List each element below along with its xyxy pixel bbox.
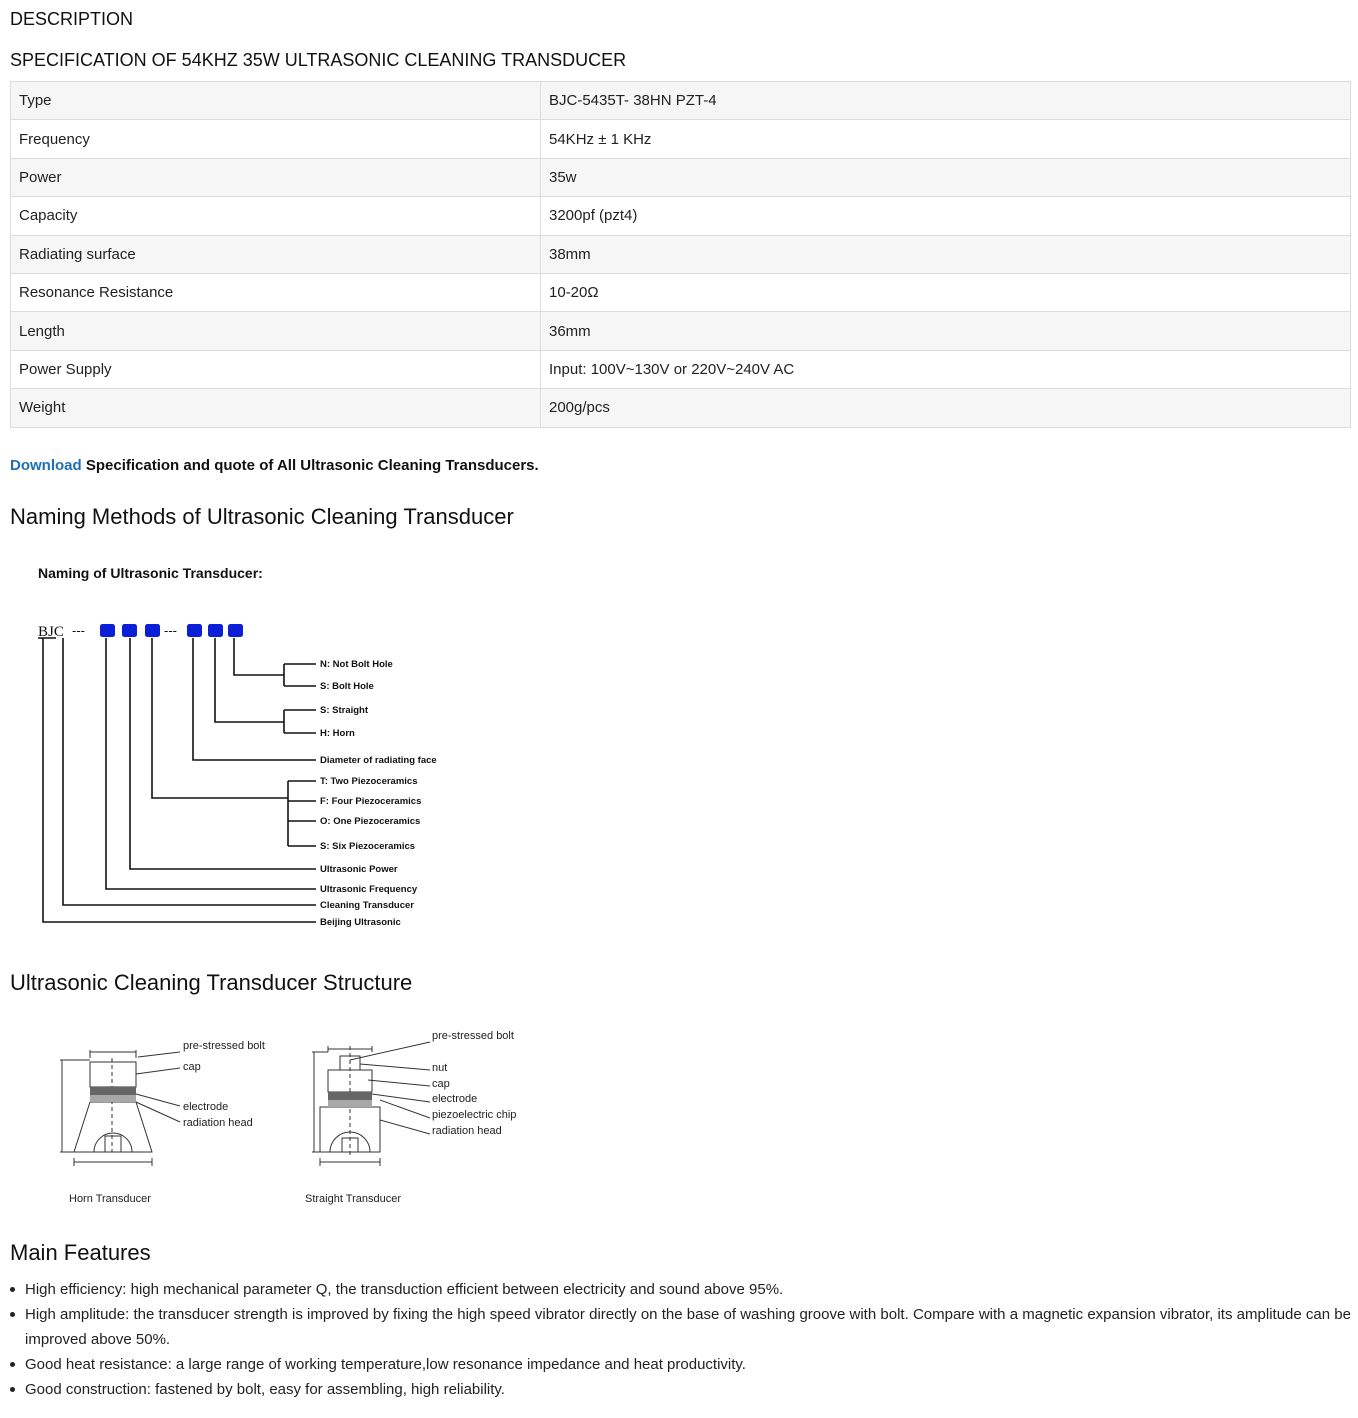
spec-label: Radiating surface — [11, 235, 541, 273]
label-horn: H: Horn — [320, 728, 355, 739]
spec-label: Capacity — [11, 197, 541, 235]
spec-label: Weight — [11, 389, 541, 427]
label-frequency: Ultrasonic Frequency — [320, 884, 418, 895]
spec-row — [11, 389, 1351, 427]
horn-label-head: radiation head — [183, 1117, 253, 1129]
spec-heading: SPECIFICATION OF 54KHZ 35W ULTRASONIC CLEANING TRANSDUCER — [10, 50, 627, 70]
spec-value: 10-20Ω — [541, 273, 1351, 311]
horn-transducer-drawing — [60, 1040, 265, 1205]
spec-label: Length — [11, 312, 541, 350]
label-cleaning: Cleaning Transducer — [320, 900, 414, 911]
spec-value: BJC-5435T- 38HN PZT-4 — [541, 82, 1351, 120]
list-item: Good heat resistance: a large range of working temperature,low resonance impedance and heat productivity. — [25, 1352, 1351, 1377]
list-item: High amplitude: the transducer strength is improved by fixing the high speed vibrator directly on the base of washing groove with bolt. Compare with a magnetic expansion vibrator, its amplitude can be improved above 50%. — [25, 1302, 1351, 1352]
spec-row — [11, 82, 1351, 120]
straight-label-bolt: pre-stressed bolt — [432, 1030, 514, 1042]
straight-transducer-drawing — [305, 1030, 516, 1205]
spec-value: 36mm — [541, 312, 1351, 350]
label-one-piezo: O: One Piezoceramics — [320, 816, 421, 827]
label-power: Ultrasonic Power — [320, 864, 398, 875]
piezo-layer — [328, 1100, 372, 1107]
download-line — [10, 457, 539, 474]
spec-row — [11, 312, 1351, 350]
spec-row — [11, 350, 1351, 388]
label-four-piezo: F: Four Piezoceramics — [320, 796, 422, 807]
list-item: High efficiency: high mechanical parameter Q, the transduction efficient between electricity and sound above 95%. — [25, 1277, 1351, 1302]
label-two-piezo: T: Two Piezoceramics — [320, 776, 418, 787]
spec-label: Type — [11, 82, 541, 120]
piezo-layer — [90, 1095, 136, 1102]
naming-separator: --- — [72, 623, 85, 638]
naming-figure-title: Naming of Ultrasonic Transducer: — [38, 565, 263, 581]
electrode-layer — [328, 1092, 372, 1100]
spec-row — [11, 158, 1351, 196]
spec-table — [10, 81, 1351, 428]
code-box — [187, 624, 202, 637]
horn-caption: Horn Transducer — [69, 1193, 151, 1205]
label-bolt-hole: S: Bolt Hole — [320, 681, 374, 692]
code-box — [122, 624, 137, 637]
spec-value: 200g/pcs — [541, 389, 1351, 427]
spec-value: 3200pf (pzt4) — [541, 197, 1351, 235]
label-beijing: Beijing Ultrasonic — [320, 917, 401, 928]
electrode-layer — [90, 1087, 136, 1095]
horn-label-bolt: pre-stressed bolt — [183, 1040, 265, 1052]
straight-label-head: radiation head — [432, 1125, 502, 1137]
spec-value: Input: 100V~130V or 220V~240V AC — [541, 350, 1351, 388]
horn-label-cap: cap — [183, 1061, 201, 1073]
code-box — [228, 624, 243, 637]
straight-label-nut: nut — [432, 1062, 448, 1074]
horn-label-electrode: electrode — [183, 1101, 229, 1113]
features-list — [25, 1277, 1351, 1402]
download-description: Specification and quote of All Ultrasonic Cleaning Transducers. — [81, 457, 539, 474]
list-item: Good construction: fastened by bolt, easy for assembling, high reliability. — [25, 1377, 1351, 1402]
features-heading: Main Features — [10, 1240, 151, 1265]
description-heading: DESCRIPTION — [10, 9, 134, 29]
label-not-bolt-hole: N: Not Bolt Hole — [320, 659, 393, 670]
naming-diagram — [30, 558, 450, 933]
spec-row — [11, 235, 1351, 273]
download-link[interactable]: Download — [10, 457, 82, 474]
code-box — [145, 624, 160, 637]
spec-label: Frequency — [11, 120, 541, 158]
spec-row — [11, 120, 1351, 158]
naming-heading: Naming Methods of Ultrasonic Cleaning Transducer — [10, 504, 514, 529]
label-straight: S: Straight — [320, 705, 369, 716]
spec-value: 35w — [541, 158, 1351, 196]
spec-value: 54KHz ± 1 KHz — [541, 120, 1351, 158]
label-six-piezo: S: Six Piezoceramics — [320, 841, 416, 852]
straight-caption: Straight Transducer — [305, 1193, 401, 1205]
spec-label: Power Supply — [11, 350, 541, 388]
spec-label: Resonance Resistance — [11, 273, 541, 311]
structure-heading: Ultrasonic Cleaning Transducer Structure — [10, 970, 413, 995]
naming-prefix: BJC — [38, 624, 64, 640]
spec-value: 38mm — [541, 235, 1351, 273]
spec-row — [11, 197, 1351, 235]
straight-label-cap: cap — [432, 1078, 450, 1090]
label-diameter: Diameter of radiating face — [320, 755, 437, 766]
code-box — [208, 624, 223, 637]
straight-label-electrode: electrode — [432, 1093, 478, 1105]
spec-label: Power — [11, 158, 541, 196]
naming-separator: --- — [164, 623, 177, 638]
structure-diagram — [50, 1022, 530, 1212]
spec-row — [11, 273, 1351, 311]
straight-label-chip: piezoelectric chip — [432, 1109, 517, 1121]
code-box — [100, 624, 115, 637]
